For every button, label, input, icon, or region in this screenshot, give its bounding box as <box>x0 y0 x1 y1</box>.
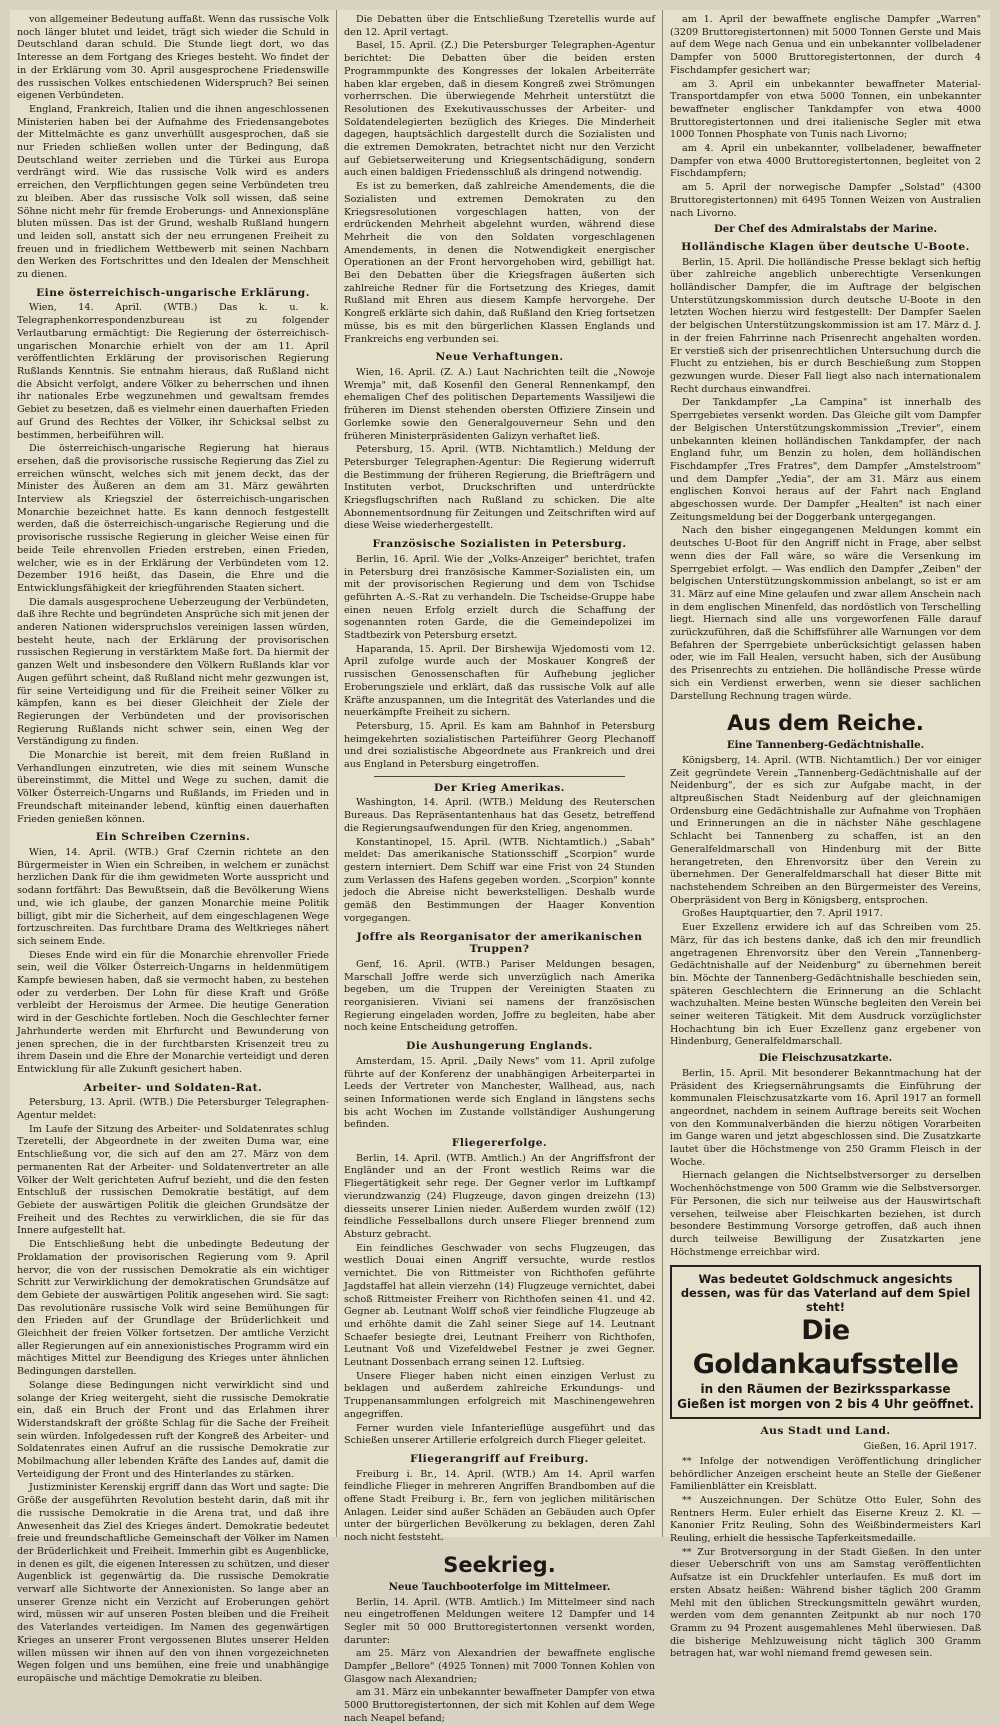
newspaper-page <box>10 10 990 1724</box>
paragraph: am 25. März von Alexandrien der bewaffnete englische Dampfer „Bellore" (4925 Tonnen) mit 7000 Tonnen Kohlen von Glasgow nach Alexandrien; <box>344 1648 655 1685</box>
ad-tagline: Was bedeutet Goldschmuck angesichts dessen, was für das Vaterland auf dem Spiel steht! <box>680 1272 971 1315</box>
paragraph: Washington, 14. April. (WTB.) Meldung des Reuterschen Bureaus. Das Repräsentantenhaus hat das Gesetz, betreffend die Regierungsaufwendungen für den Krieg, angenommen. <box>344 797 655 834</box>
paragraph: am 3. April ein unbekannter bewaffneter Material-Transportdampfer von etwa 5000 Tonnen, ein unbekannter bewaffneter englischer Tankdampfer von etwa 4000 Bruttoregistertonnen und drei italienische Segler mit etwa 1000 Tonnen Phosphate von Tunis nach Livorno; <box>670 78 981 141</box>
column-3 <box>662 10 988 1660</box>
divider <box>374 776 625 777</box>
paragraph: Die damals ausgesprochene Ueberzeugung der Verbündeten, daß ihre Rechte und begründeten Ansprüche sich mit jenen der anderen Nationen widerspruchslos vereinigen lassen würden, besteht heute, nach der Erklärung der provisorischen russischen Regierung in verstärktem Maße fort. Da hiermit der ganzen Welt und insbesondere den Völkern Rußlands klar vor Augen geführt scheint, daß Rußland nicht mehr gezwungen ist, für seine Verteidigung und für die Freiheit seiner Völker zu kämpfen, kann es bei dieser Gleichheit der Ziele der Regierungen der Verbündeten und der provisorischen Regierung Rußlands nicht schwer sein, einen Weg der Verständigung zu finden. <box>17 596 329 748</box>
paragraph: Die Entschließung hebt die unbedingte Bedeutung der Proklamation der provisorischen Regierung vom 9. April hervor, die von der russischen Demokratie als ein wichtiger Schritt zur Verwirklichung der demokratischen Grundsätze auf dem Gebiete der auswärtigen Politik angesehen wird. Sie sagt: Das revolutionäre russische Volk wird seine Bemühungen für den Frieden auf der Grundlage der Brüderlichkeit und Gleichheit der freien Völker fortsetzen. Der amtliche Verzicht aller Regierungen auf ein annexionistisches Programm wird ein mächtiges Mittel zur Beendigung des Krieges unter ähnlichen Bedingungen darstellen. <box>17 1239 329 1378</box>
paragraph: am 1. April der bewaffnete englische Dampfer „Warren" (3209 Bruttoregistertonnen) mit 5000 Tonnen Gerste und Mais auf dem Wege nach Genua und ein unbekannter vollbeladener Dampfer von 5000 Bruttoregistertonnen, der durch 4 Fischdampfer gesichert war; <box>670 14 981 76</box>
paragraph: am 31. März ein unbekannter bewaffneter Dampfer von etwa 5000 Bruttoregistertonnen, der sich mit Kohlen auf dem Wege nach Neapel befand; <box>344 1687 655 1724</box>
dateline: Gießen, 16. April 1917. <box>863 1441 977 1453</box>
headline: Die Aushungerung Englands. <box>406 1040 593 1053</box>
paragraph: am 4. April ein unbekannter, vollbeladener, bewaffneter Dampfer von etwa 4000 Bruttoregistertonnen, begleitet von 2 Fischdampfern; <box>670 143 981 180</box>
paragraph: Die österreichisch-ungarische Regierung hat hieraus ersehen, daß die provisorische russische Regierung das Ziel zu erreichen wünscht, welches sich mit jenem deckt, das der Minister des Äußeren an dem am 31. März gewährten Interview als Kriegsziel der österreichisch-ungarischen Monarchie bezeichnet hatte. Es kann dennoch festgestellt werden, daß die österreichisch-ungarische Regierung und die provisorische russische Regierung in gleicher Weise einen für beide Teile ehrenvollen Frieden erstreben, einen Frieden, welcher, wie es in der Erklärung der Verbündeten vom 12. Dezember 1916 heißt, das Dasein, die Ehre und die Entwicklungsfähigkeit der kriegführenden Staaten sichert. <box>17 443 329 594</box>
advertisement <box>670 1265 981 1419</box>
headline: Eine Tannenberg-Gedächtnishalle. <box>726 739 925 752</box>
paragraph: Unsere Flieger haben nicht einen einzigen Verlust zu beklagen und außerdem zahlreiche Erkundungs- und Truppenansammlungen erfolgreich mit Maschinengewehren angegriffen. <box>344 1370 655 1420</box>
paragraph: Petersburg, 15. April. (WTB. Nichtamtlich.) Meldung der Petersburger Telegraphen-Agentur: Die Regierung widerruft die Bestimmung der früheren Regierung, die Briefträgern und Instituten verbot, Druckschriften und unterdrückte Kriegsflugschriften nach Rußland zu schicken. Die alte Abonnementsordnung für Zeitungen und Zeitschriften wird auf diese Weise wiederhergestellt. <box>344 444 655 532</box>
paragraph: am 5. April der norwegische Dampfer „Solstad" (4300 Bruttoregistertonnen) mit 6495 Tonnen Weizen von Australien nach Livorno. <box>670 182 981 219</box>
paragraph: ** Zur Brotversorgung in der Stadt Gießen. In den unter dieser Ueberschrift von uns am Samstag veröffentlichten Aufsatze ist ein Druckfehler unterlaufen. Es muß dort im ersten Absatz heißen: Während bisher täglich 200 Gramm Mehl mit den üblichen Streckungsmitteln gewährt wurden, werden vom dem genannten Zeitpunkt ab nur noch 170 Gramm zu 94 Prozent ausgemahlenes Mehl überwiesen. Daß die bisherige Mehlzuweisung nicht täglich 300 Gramm betragen hat, war wohl niemand fremd gewesen sein. <box>670 1546 981 1660</box>
paragraph: Basel, 15. April. (Z.) Die Petersburger Telegraphen-Agentur berichtet: Die Debatten über die beiden ersten Programmpunkte des Kongresses der lokalen Arbeiterräte haben klar ergeben, daß in diesem Kongreß zwei Strömungen vorherrschen. Die überwiegende Mehrheit unterstützt die Resolutionen des Exekutivausschusses der Arbeiter- und Soldatendelegierten bezüglich des Krieges. Die Minderheit dagegen, hauptsächlich dargestellt durch die Sozialisten und die extremen Demokraten, betrachtet nicht nur den Verzicht auf Gebietserweiterung und Kriegsentschädigung, sondern auch einen baldigen Friedensschluß als dringend notwendig. <box>344 40 655 179</box>
paragraph: Haparanda, 15. April. Der Birshewija Wjedomosti vom 12. April zufolge wurde auch der Moskauer Kongreß der russischen Genossenschaften für Aufhebung jeglicher Eroberungsziele und erklärt, daß das russische Volk auf alle Kräfte anzuspannen, um die Integrität des Vaterlandes und die neuerkämpfte Freiheit zu sichern. <box>344 643 655 719</box>
paragraph: Nach den bisher eingegangenen Meldungen kommt ein deutsches U-Boot für den Angriff nicht in Frage, aber selbst wenn dies der Fall wäre, so wäre die Versenkung im Sperrgebiet erfolgt. — Was endlich den Dampfer „Zeiben" der belgischen Unterstützungskommission anbelangt, so ist er am 31. März auf eine Mine gelaufen und zwar allem Anschein nach in dem englischen Minenfeld, das nordöstlich von Terschelling liegt. Hiernach sind alle uns vorgeworfenen Fälle darauf zurückzuführen, daß die Schiffsführer alle Warnungen vor dem Befahren der Sperrgebiete unberücksichtigt gelassen haben oder, wie im Fall Healen, versucht haben, sich der Ausübung des Prisenrechts zu entziehen. Die holländische Presse würde sich ein Verdienst erwerben, wenn sie dieser sachlichen Darstellung Rechnung tragen würde. <box>670 525 981 702</box>
paragraph: Wien, 14. April. (WTB.) Graf Czernin richtete an den Bürgermeister in Wien ein Schreiben, in welchem er zunächst herzlichen Dank für die ihm gewidmeten Worte ausspricht und sodann fortfährt: Das Bewußtsein, daß die Bevölkerung Wiens und, wie ich glaube, der ganzen Monarchie meine Politik billigt, gibt mir die Sicherheit, auf dem eingeschlagenen Wege fortzuschreiten. Das furchtbare Drama des Weltkrieges nähert sich seinem Ende. <box>17 847 329 947</box>
paragraph: Justizminister Kerenskij ergriff dann das Wort und sagte: Die Größe der ausgeführten Revolution besteht darin, daß mit ihr die russische Demokratie in die Arena trat, und daß ihre Anwesenheit das Ziel des Krieges ändert. Demokratie bedeutet freie und freundschaftliche Gemeinschaft der Völker im Namen der Brüderlichkeit und Freiheit. Immerhin gibt es Augenblicke, in denen es gilt, die eigenen Interessen zu schützen, und dieser Augenblick ist gegenwärtig da. Die russische Demokratie verwarf alle Sichtworte der Annexionisten. So lange aber an unserer Grenze nicht ein Verzicht auf Eroberungen gehört wird, müssen wir auf unseren Posten bleiben und die Freiheit des Vaterlandes verteidigen. Im Namen des gegenwärtigen Krieges an unserer Front vergossenen Blutes unserer Helden willen müssen wir ihnen auf den von ihnen vorgezeichneten Wegen folgen und uns bemühen, eine freie und unabhängige europäische und mächtige Demokratie zu bleiben. <box>17 1482 329 1684</box>
column-1 <box>10 10 336 1684</box>
headline: Joffre als Reorganisator der amerikanischen Truppen? <box>356 930 643 956</box>
paragraph: Solange diese Bedingungen nicht verwirklicht sind und solange der Krieg weitergeht, sieht die russische Demokratie ein, daß ein Bruch der Front und das Erlahmen ihrer Widerstandskraft der größte Schlag für die Sache der Freiheit sein würden. Infolgedessen ruft der Kongreß des Arbeiter- und Soldatenrates einen Aufruf an die russische Demokratie zur Mobilmachung aller lebenden Kräfte des Landes auf, damit die Verteidigung der Front und des Hinterlandes zu stärken. <box>17 1379 329 1480</box>
paragraph: Berlin, 15. April. Die holländische Presse beklagt sich heftig über zahlreiche angeblich unberechtigte Versenkungen holländischer Dampfer, die im Auftrage der belgischen Unterstützungskommission durch deutsche U-Boote in den letzten Wochen hierzu wird festgestellt: Der Dampfer Saelen der belgischen Unterstützungskommission ist am 17. März d. J. in der freien Fahrrinne nach Prisenrecht angehalten worden. Er verstieß sich der prisenrechtlichen Untersuchung durch die Flucht zu entziehen, bis er durch Beschießung zum Stoppen gezwungen wurde. Dieser Fall liegt also nach internationalem Recht durchaus einwandfrei. <box>670 256 981 395</box>
headline: Fliegererfolge. <box>451 1137 548 1150</box>
paragraph: Amsterdam, 15. April. „Daily News" vom 11. April zufolge führte auf der Konferenz der unabhängigen Arbeiterpartei in Leeds der Vertreter von Manchester, Wallhead, aus, nach seinen Informationen werde sich England in längstens sechs bis acht Wochen im Zustande vollständiger Aushungerung befinden. <box>344 1055 655 1131</box>
headline: Neue Tauchbooterfolge im Mittelmeer. <box>388 1580 611 1593</box>
headline: Fliegerangriff auf Freiburg. <box>410 1452 589 1465</box>
paragraph: Petersburg, 15. April. Es kam am Bahnhof in Petersburg heimgekehrten sozialistischen Parteiführer Georg Plechanoff und drei sozialistische Abgeordnete aus Frankreich und drei aus England in Petersburg eingetroffen. <box>344 720 655 771</box>
paragraph: Hiernach gelangen die Nichtselbstversorger zu derselben Wochenhöchstmenge von 500 Gramm wie die Selbstversorger. Für Personen, die sich nur teilweise aus der Hauswirtschaft versehen, teilweise aber Fleischkarten beziehen, ist durch besondere Bestimmung Vorsorge getroffen, daß auch ihnen durch teilweise Bewilligung der Zusatzkarten jene Höchstmenge erreichbar wird. <box>670 1170 981 1258</box>
headline: Die Fleischzusatzkarte. <box>758 1052 893 1065</box>
paragraph: Berlin, 16. April. Wie der „Volks-Anzeiger" berichtet, trafen in Petersburg drei französische Kammer-Sozialisten ein, um mit der provisorischen Regierung und dem von Tschidse geführten A.-S.-Rat zu verhandeln. Die Tscheidse-Gruppe habe einen neuen Erfolg erzielt durch die Schaffung der sogenannten roten Garde, die die Gemeindepolizei im Stadtbezirk von Petersburg ersetzt. <box>344 553 655 642</box>
paragraph: Königsberg, 14. April. (WTB. Nichtamtlich.) Der vor einiger Zeit gegründete Verein „Tannenberg-Gedächtnishalle auf der Neidenburg", der es sich zur Aufgabe macht, in der altpreußischen Stadt Neidenburg auf der gleichnamigen Ordensburg eine Gedächtnishalle zur Aufnahme von Trophäen und Erinnerungen an die in nächster Nähe geschlagene Schlacht bei Tannenberg zu schaffen, ist an den Generalfeldmarschall von Hindenburg mit der Bitte herangetreten, den Ehrenvorsitz über den Verein zu übernehmen. Der Generalfeldmarschall hat dieser Bitte mit nachstehendem Schreiben an den Bürgermeister des Vereins, Oberpräsident von Berg in Königsberg, entsprochen. <box>670 754 981 906</box>
paragraph: ** Infolge der notwendigen Veröffentlichung dringlicher behördlicher Anzeigen erscheint heute an Stelle der Gießener Familienblätter ein Kreisblatt. <box>670 1455 981 1493</box>
paragraph: Petersburg, 13. April. (WTB.) Die Petersburger Telegraphen-Agentur meldet: <box>17 1097 329 1122</box>
paragraph: Freiburg i. Br., 14. April. (WTB.) Am 14. April warfen feindliche Flieger in mehreren Angriffen Brandbomben auf die offene Stadt Freiburg i. Br., fern von jeglichen militärischen Anlagen. Leider sind außer Schäden an Gebäuden auch Opfer unter der bürgerlichen Bevölkerung zu beklagen, deren Zahl noch nicht feststeht. <box>344 1468 655 1544</box>
paragraph: Genf, 16. April. (WTB.) Pariser Meldungen besagen, Marschall Joffre werde sich unverzüglich nach Amerika begeben, um die Truppen der Vereinigten Staaten zu reorganisieren. Viviani sei namens der französischen Regierung eingeladen worden, Joffre zu begleiten, habe aber noch keine Entscheidung getroffen. <box>344 958 655 1034</box>
paragraph: Konstantinopel, 15. April. (WTB. Nichtamtlich.) „Sabah" meldet: Das amerikanische Stationsschiff „Scorpion" wurde gestern interniert. Dem Schiff war eine Frist von 24 Stunden zum Verlassen des Hafens gegeben worden. „Scorpion" konnte jedoch die Abreise nicht bewerkstelligen. Deshalb wurde gemäß den Bestimmungen der Haager Konvention vorgegangen. <box>344 836 655 924</box>
headline: Französische Sozialisten in Petersburg. <box>372 538 627 551</box>
paragraph: Ferner wurden viele Infanterieflüge ausgeführt und das Schießen unserer Artillerie erfolgreich durch Flieger geleitet. <box>344 1422 655 1447</box>
headline: Ein Schreiben Czernins. <box>95 831 251 844</box>
headline: Holländische Klagen über deutsche U-Boote. <box>681 240 970 253</box>
paragraph: Großes Hauptquartier, den 7. April 1917. <box>682 908 883 920</box>
paragraph: Die Monarchie ist bereit, mit dem freien Rußland in Verhandlungen einzutreten, wie dies mit seinem Wunsche übereinstimmt, die Mittel und Wege zu suchen, damit die Völker Österreich-Ungarns und Rußlands, im Frieden und in Freundschaft miteinander lebend, künftig einen dauerhaften Frieden genießen können. <box>17 750 329 825</box>
headline: Aus Stadt und Land. <box>760 1425 891 1438</box>
headline: Eine österreichisch-ungarische Erklärung. <box>36 286 310 299</box>
paragraph: Ein feindliches Geschwader von sechs Flugzeugen, das westlich Douai einen Angriff versuchte, wurde restlos vernichtet. Die von Rittmeister von Richthofen geführte Jagdstaffel hat allein vierzehn (14) Flugzeuge vernichtet, dabei schoß Rittmeister Freiherr von Richthofen seinen 41. und 42. Gegner ab. Leutnant Wolff schoß vier feindliche Flugzeuge ab und erhöhte damit die Zahl seiner Siege auf 14. Leutnant Schaefer besiegte drei, Leutnant Freiherr von Richthofen, Leutnant Voß und Vizefeldwebel Festner je zwei Gegner. Leutnant Dossenbach errang seinen 12. Luftsieg. <box>344 1242 655 1369</box>
ad-title: Die Goldankaufsstelle <box>692 1315 959 1381</box>
paragraph: Berlin, 15. April. Mit besonderer Bekanntmachung hat der Präsident des Kriegsernährungsamts die Einführung der kommunalen Fleischzusatzkarte vom 16. April 1917 an formell angeordnet, nachdem in seinem Auftrage bereits seit Wochen von den Kommunalverbänden die hierzu nötigen Vorarbeiten im Gange waren und jetzt abgeschlossen sind. Die Zusatzkarte lautet über die Höchstmenge von 250 Gramm Fleisch in der Woche. <box>670 1067 981 1168</box>
paragraph: Der Tankdampfer „La Campina" ist innerhalb des Sperrgebietes versenkt worden. Das Gleiche gilt vom Dampfer der Belgischen Unterstützungskommission „Trevier", einem unbekannten kleinen holländischen Tankdampfer, der nach England fuhr, um Benzin zu holen, dem holländischen Fischdampfer „Tres Fratres", dem Dampfer „Amstelstroom" und dem Dampfer „Yedia", der am 31. März aus einem englischen Konvoi heraus auf der Fahrt nach England abgeschossen wurde. Der Dampfer „Healten" ist nach einer Zeitungsmeldung bei der Doggerbank untergegangen. <box>670 397 981 523</box>
headline: Neue Verhaftungen. <box>435 351 564 364</box>
column-2 <box>336 10 662 1724</box>
paragraph: Es ist zu bemerken, daß zahlreiche Amendements, die die Sozialisten und extremen Demokraten zu den Kriegsresolutionen vorgeschlagen hatten, von der erdrückenden Mehrheit abgelehnt wurden, während diese Mehrheit die von den Soldaten vorgeschlagenen Amendements, in denen die Notwendigkeit energischer Operationen an der Front hervorgehoben wird, gebilligt hat. Bei den Debatten über die Kriegsfragen äußerten sich zahlreiche Redner für die Fortsetzung des Krieges, damit Rußland mit Ehren aus diesem Kampfe hervorgehe. Der Kongreß erklärte sich dahin, daß Rußland den Krieg fortsetzen müsse, bis es mit den bürgerlichen Klassen Englands und Frankreichs eng verbunden sei. <box>344 181 655 345</box>
ad-details: in den Räumen der Bezirkssparkasse Gießen ist morgen von 2 bis 4 Uhr geöffnet. <box>677 1382 974 1412</box>
paragraph: Berlin, 14. April. (WTB. Amtlich.) Im Mittelmeer sind nach neu eingetroffenen Meldungen weitere 12 Dampfer und 14 Segler mit 50 000 Bruttoregistertonnen versenkt worden, darunter: <box>344 1596 655 1646</box>
paragraph: ** Auszeichnungen. Der Schütze Otto Euler, Sohn des Rentners Herm. Euler erhielt das Eiserne Kreuz 2. Kl. — Kanonier Fritz Reuling, Sohn des Weißbindermeisters Karl Reuling, erhielt die hessische Tapferkeitsmedaille. <box>670 1494 981 1545</box>
paragraph: Die Debatten über die Entschließung Tzeretellis wurde auf den 12. April vertagt. <box>344 14 655 38</box>
paragraph: Berlin, 14. April. (WTB. Amtlich.) An der Angriffsfront der Engländer und an der Front westlich Reims war die Fliegertätigkeit sehr rege. Der Gegner verlor im Luftkampf vierundzwanzig (24) Flugzeuge, davon gingen dreizehn (13) diesseits unserer Linien nieder. Außerdem wurden zwölf (12) feindliche Fesselballons durch unsere Flieger brennend zum Absturz gebracht. <box>344 1152 655 1240</box>
paragraph: England, Frankreich, Italien und die ihnen angeschlossenen Ministerien haben bei der Aufnahme des Friedensangebotes der Mittelmächte es ganz unverhüllt ausgesprochen, daß sie nur Frieden schließen wollen unter der Bedingung, daß Deutschland weiter zerrieben und die Türkei aus Europa verdrängt wird. Wie das russische Volk wird es anders erreichen, den Verpflichtungen gegen seine Verbündeten treu zu bleiben. Aber das russische Volk soll wissen, daß seine Söhne nicht mehr für fremde Eroberungs- und Annexionspläne bluten müssen. Das ist der Grund, weshalb Rußland hungern und leiden soll, anstatt sich der neu errungenen Freiheit zu freuen und in friedlichem Wettbewerb mit seinen Nachbarn den Werken des Fortschrittes und den Idealen der Menschheit zu dienen. <box>17 103 329 281</box>
signature-line: Der Chef des Admiralstabs der Marine. <box>713 223 938 236</box>
paragraph: Dieses Ende wird ein für die Monarchie ehrenvoller Friede sein, weil die Völker Österreich-Ungarns in heldenmütigem Kampfe bewiesen haben, daß sie vermocht haben, zu bestehen oder zu verderben. Der Lohn für diese Kraft und Größe verbleibt der Heroismus der Armee. Die heutige Generation wird in der Geschichte fortleben. Noch die Geschlechter ferner Jahrhunderte werden mit Ehrfurcht und Bewunderung von jenen sprechen, die in der furchtbarsten Krisenzeit treu zu ihrem Dasein und die Ehre der Monarchie verteidigt und deren Entwicklung für alle Zukunft gesichert haben. <box>17 949 329 1075</box>
paragraph: von allgemeiner Bedeutung auffaßt. Wenn das russische Volk noch länger blutet und leidet, trägt sich wieder die Schuld in Deutschland daran schuld. Die Stunde liegt dort, wo das Interesse an dem Fortgang des Krieges besteht. Wo findet der in der Erklärung vom 30. April ausgesprochene Friedenswille des russischen Volkes entschiedenen Widerspruch? Bei seinen eigenen Verbündeten. <box>17 14 329 102</box>
paragraph: Wien, 14. April. (WTB.) Das k. u. k. Telegraphenkorrespondenzbureau ist zu folgender Verlautbarung ermächtigt: Die Regierung der österreichisch-ungarischen Monarchie erhielt von der am 11. April veröffentlichten Erklärung der provisorischen Regierung Rußlands Kenntnis. Sie entnahm hieraus, daß Rußland nicht die Absicht verfolgt, andere Völker zu beherrschen und ihnen ihr nationales Erbe wegzunehmen und gewaltsam fremdes Gebiet zu besetzen, daß es vielmehr einen dauerhaften Frieden auf Grund des Rechtes der Völker, ihr Schicksal selbst zu bestimmen, herbeiführen will. <box>17 302 329 441</box>
section-title: Seekrieg. <box>443 1552 556 1577</box>
headline: Arbeiter- und Soldaten-Rat. <box>83 1081 263 1094</box>
section-title: Aus dem Reiche. <box>727 711 924 736</box>
paragraph: Wien, 16. April. (Z. A.) Laut Nachrichten teilt die „Nowoje Wremja" mit, daß Kosenfil den General Rennenkampf, den ehemaligen Chef des politischen Departements Wassiljewi die früheren im Dienst stehenden obersten Offiziere Zinsein und Gorlemke sowie den Generalgouverneur Sehn und den früheren Ministerpräsidenten Galizyn verhaftet ließ. <box>344 366 655 442</box>
paragraph: Im Laufe der Sitzung des Arbeiter- und Soldatenrates schlug Tzeretelli, der Abgeordnete in der zweiten Duma war, eine Entschließung vor, die sich auf den am 27. März von dem permanenten Rat der Arbeiter- und Soldatenvertreter an alle Völker der Welt gerichteten Aufruf bezieht, und die den festen Entschluß der russischen Demokratie bestätigt, auf dem Gebiete der auswärtigen Politik die gleichen Grundsätze der Freiheit und des Rechtes zu verwirklichen, die sie für das Innere aufgestellt hat. <box>17 1123 329 1237</box>
paragraph: Euer Exzellenz erwidere ich auf das Schreiben vom 25. März, für das ich bestens danke, daß ich den mir freundlich angetragenen Ehrenvorsitz über den Verein „Tannenberg-Gedächtnishalle auf der Neidenburg" zu übernehmen bereit bin. Möchte der Tannenberg-Gedächtnishalle beschieden sein, späteren Geschlechtern die Erinnerung an die Schlacht wachzuhalten. Meine besten Wünsche begleiten den Verein bei seiner weiteren Tätigkeit. Mit dem Ausdruck vorzüglichster Hochachtung bin ich Euer Exzellenz ganz ergebener von Hindenburg, Generalfeldmarschall. <box>670 922 981 1048</box>
headline: Der Krieg Amerikas. <box>434 781 565 794</box>
